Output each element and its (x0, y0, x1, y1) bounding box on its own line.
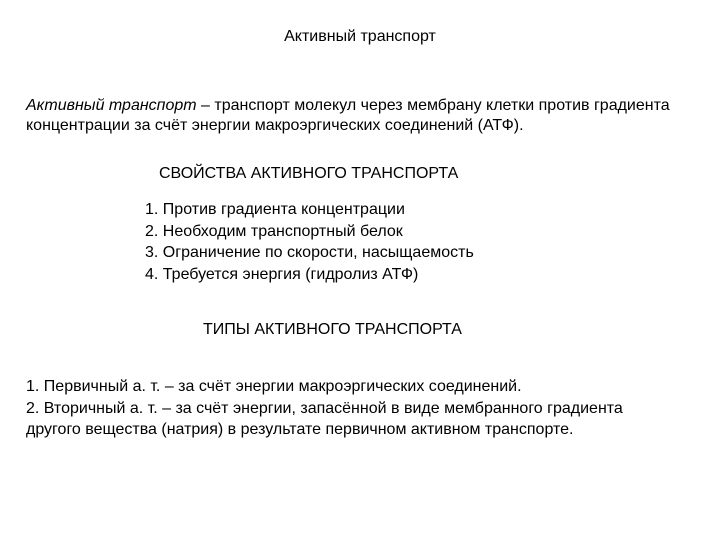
properties-heading: СВОЙСТВА АКТИВНОГО ТРАНСПОРТА (159, 165, 459, 182)
definition-text: – транспорт молекул через мембрану клетки против градиента концентрации за счёт энергии макроэргических соединений (АТФ). (26, 97, 670, 134)
types-list-item: 2. Вторичный а. т. – за счёт энергии, запасённой в виде мембранного градиента другого вещества (натрия) в результате первичном активном транспорте. (26, 399, 623, 438)
properties-list (145, 199, 474, 285)
types-heading: ТИПЫ АКТИВНОГО ТРАНСПОРТА (203, 321, 462, 338)
properties-list-item: 1. Против градиента концентрации (145, 201, 405, 218)
properties-list-item: 4. Требуется энергия (гидролиз АТФ) (145, 265, 419, 283)
definition-term: Активный транспорт (26, 97, 197, 114)
types-list (26, 376, 676, 441)
slide-title: Активный транспорт (284, 28, 436, 45)
definition-paragraph (26, 96, 706, 136)
properties-list-item: 3. Ограничение по скорости, насыщаемость (145, 244, 474, 261)
properties-list-item: 2. Необходим транспортный белок (145, 222, 403, 240)
types-list-item: 1. Первичный а. т. – за счёт энергии макроэргических соединений. (26, 378, 522, 395)
